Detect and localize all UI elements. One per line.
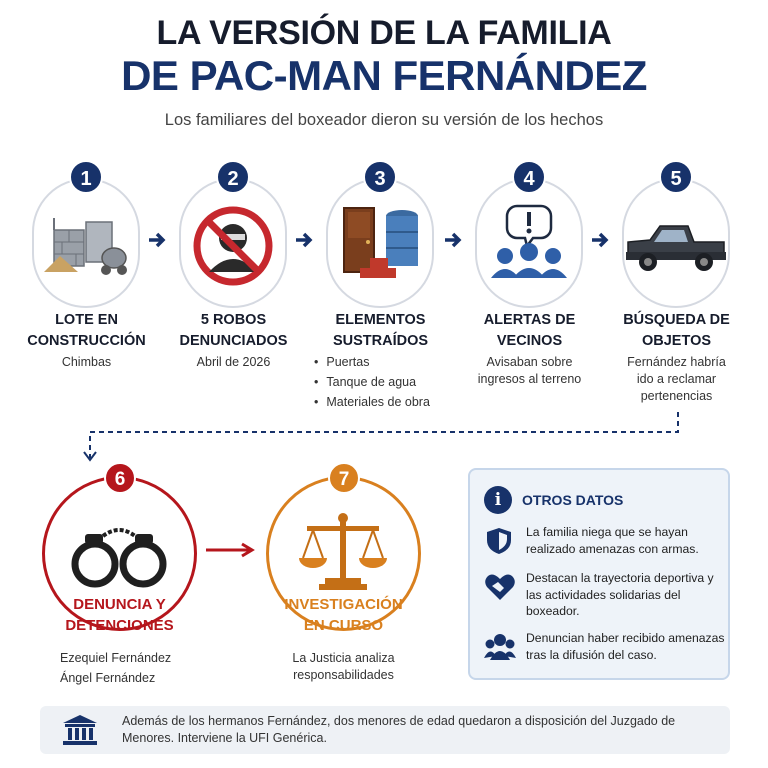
step-4 <box>457 160 602 400</box>
step-4-label-1: ALERTAS DE <box>483 312 576 328</box>
step-5-number: 5 <box>659 160 693 194</box>
step-2-label-2: DENUNCIADOS <box>179 333 288 349</box>
step-5-label-1: BÚSQUEDA DE <box>623 312 730 328</box>
step-7-label-2: EN CURSO <box>303 617 384 634</box>
handshake-heart-icon <box>484 572 516 602</box>
list-item: Ezequiel Fernández <box>60 651 172 665</box>
detained-list <box>60 648 171 688</box>
dashed-connector <box>80 408 690 468</box>
step-4-number: 4 <box>512 160 546 194</box>
list-item: • Tanque de agua <box>314 372 484 392</box>
step-5 <box>604 160 749 410</box>
step-1-label-2: CONSTRUCCIÓN <box>27 333 146 349</box>
step-4-sub-2: ingresos al terreno <box>477 372 582 386</box>
step-6 <box>42 462 197 692</box>
info-row <box>482 570 722 622</box>
step-5-sub-2: ido a reclamar <box>636 372 717 386</box>
step-1-label-1: LOTE EN <box>55 312 118 328</box>
courthouse-icon <box>62 714 98 746</box>
step-1-sub: Chimbas <box>61 355 112 369</box>
list-item: • Puertas <box>314 352 484 372</box>
construction-site-icon <box>32 200 140 300</box>
list-item: • Materiales de obra <box>314 392 484 412</box>
step-2-number: 2 <box>216 160 250 194</box>
step-7-number: 7 <box>328 462 360 494</box>
list-item: Ángel Fernández <box>60 671 156 685</box>
step-2 <box>161 160 306 400</box>
stolen-items-icon <box>326 200 434 300</box>
step-4-sub-1: Avisaban sobre <box>486 355 573 369</box>
handcuffs-icon <box>59 506 179 606</box>
step-3-number: 3 <box>363 160 397 194</box>
step-5-sub-1: Fernández habría <box>627 355 726 369</box>
step-6-label-2: DETENCIONES <box>65 617 174 634</box>
info-row-text: Denuncian haber recibido amenazas tras la difusión del caso. <box>526 631 725 662</box>
group-icon <box>484 632 516 662</box>
other-data-title: OTROS DATOS <box>522 492 624 508</box>
no-thief-icon <box>179 200 287 300</box>
footer-text: Además de los hermanos Fernández, dos menores de edad quedaron a disposición del Juzgado de Menores. Interviene la UFI Genérica. <box>122 714 676 745</box>
step-3-label-1: ELEMENTOS <box>335 312 426 328</box>
info-icon: i <box>484 486 512 514</box>
other-data-panel <box>468 468 730 680</box>
shield-icon <box>484 526 514 556</box>
info-row-text: Destacan la trayectoria deportiva y las actividades solidarias del boxeador. <box>526 571 714 618</box>
neighbors-alert-icon <box>475 200 583 300</box>
page-title-line2: DE PAC-MAN FERNÁNDEZ <box>121 52 647 99</box>
step-6-number: 6 <box>104 462 136 494</box>
page-subtitle: Los familiares del boxeador dieron su versión de los hechos <box>164 111 604 129</box>
step-7-sub-2: responsabilidades <box>293 668 394 682</box>
step-4-label-2: VECINOS <box>496 333 563 349</box>
step-5-label-2: OBJETOS <box>641 333 712 349</box>
step-2-label-1: 5 ROBOS <box>200 312 267 328</box>
scales-of-justice-icon <box>283 506 403 606</box>
footer-note <box>40 706 730 754</box>
step-3-label-2: SUSTRAÍDOS <box>332 333 429 349</box>
info-row <box>482 524 722 564</box>
step-7-label-1: INVESTIGACIÓN <box>284 596 403 613</box>
arrow-right-icon <box>206 542 256 558</box>
step-5-sub-3: pertenencias <box>640 389 713 403</box>
step-7-sub-1: La Justicia analiza <box>292 651 395 665</box>
step-1 <box>14 160 159 400</box>
step-3 <box>308 160 453 410</box>
page-title-line1: LA VERSIÓN DE LA FAMILIA <box>156 14 612 52</box>
step-1-number: 1 <box>69 160 103 194</box>
step-2-sub: Abril de 2026 <box>196 355 271 369</box>
step-7 <box>266 462 421 692</box>
info-row-text: La familia niega que se hayan realizado amenazas con armas. <box>526 525 699 556</box>
info-row <box>482 630 725 670</box>
pickup-truck-icon <box>622 200 730 300</box>
step-6-label-1: DENUNCIA Y <box>73 596 166 613</box>
